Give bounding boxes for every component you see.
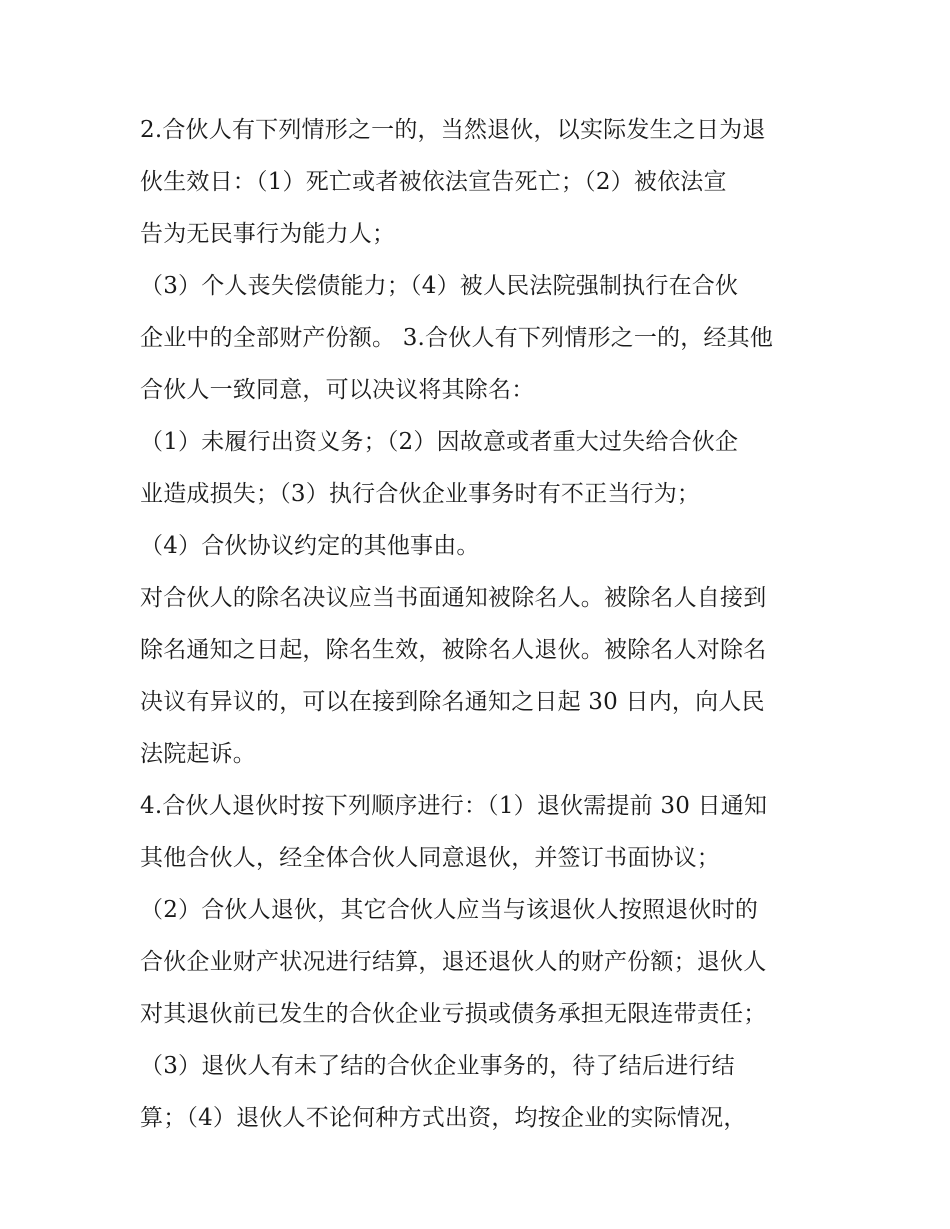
text-line: 伙生效日：（1）死亡或者被依法宣告死亡；（2）被依法宣: [140, 169, 727, 195]
text-line: （4）合伙协议约定的其他事由。: [140, 533, 480, 559]
document-body: [140, 104, 830, 1144]
text-line: （3）退伙人有未了结的合伙企业事务的，待了结后进行结: [140, 1053, 735, 1079]
text-line: 业造成损失；（3）执行合伙企业事务时有不正当行为；: [140, 481, 701, 507]
text-line: 算；（4）退伙人不论何种方式出资，均按企业的实际情况，: [140, 1105, 747, 1131]
text-line: 企业中的全部财产份额。 3.合伙人有下列情形之一的，经其他: [140, 325, 774, 351]
text-line: 对合伙人的除名决议应当书面通知被除名人。被除名人自接到: [140, 585, 767, 611]
text-line: 对其退伙前已发生的合伙企业亏损或债务承担无限连带责任；: [140, 1001, 767, 1027]
text-line: （1）未履行出资义务；（2）因故意或者重大过失给合伙企: [140, 429, 739, 455]
text-line: 合伙企业财产状况进行结算，退还退伙人的财产份额；退伙人: [140, 949, 767, 975]
text-line: 2.合伙人有下列情形之一的，当然退伙，以实际发生之日为退: [140, 117, 766, 143]
text-line: 合伙人一致同意，可以决议将其除名：: [140, 377, 535, 403]
text-line: 除名通知之日起，除名生效，被除名人退伙。被除名人对除名: [140, 637, 767, 663]
text-line: 法院起诉。: [140, 741, 256, 767]
text-line: 4.合伙人退伙时按下列顺序进行：（1）退伙需提前 30 日通知: [140, 793, 768, 819]
text-line: 告为无民事行为能力人；: [140, 221, 396, 247]
text-line: （2）合伙人退伙，其它合伙人应当与该退伙人按照退伙时的: [140, 897, 759, 923]
text-line: （3）个人丧失偿债能力；（4）被人民法院强制执行在合伙: [140, 273, 739, 299]
text-line: 决议有异议的，可以在接到除名通知之日起 30 日内，向人民: [140, 689, 765, 715]
text-line: 其他合伙人，经全体合伙人同意退伙，并签订书面协议；: [140, 845, 720, 871]
